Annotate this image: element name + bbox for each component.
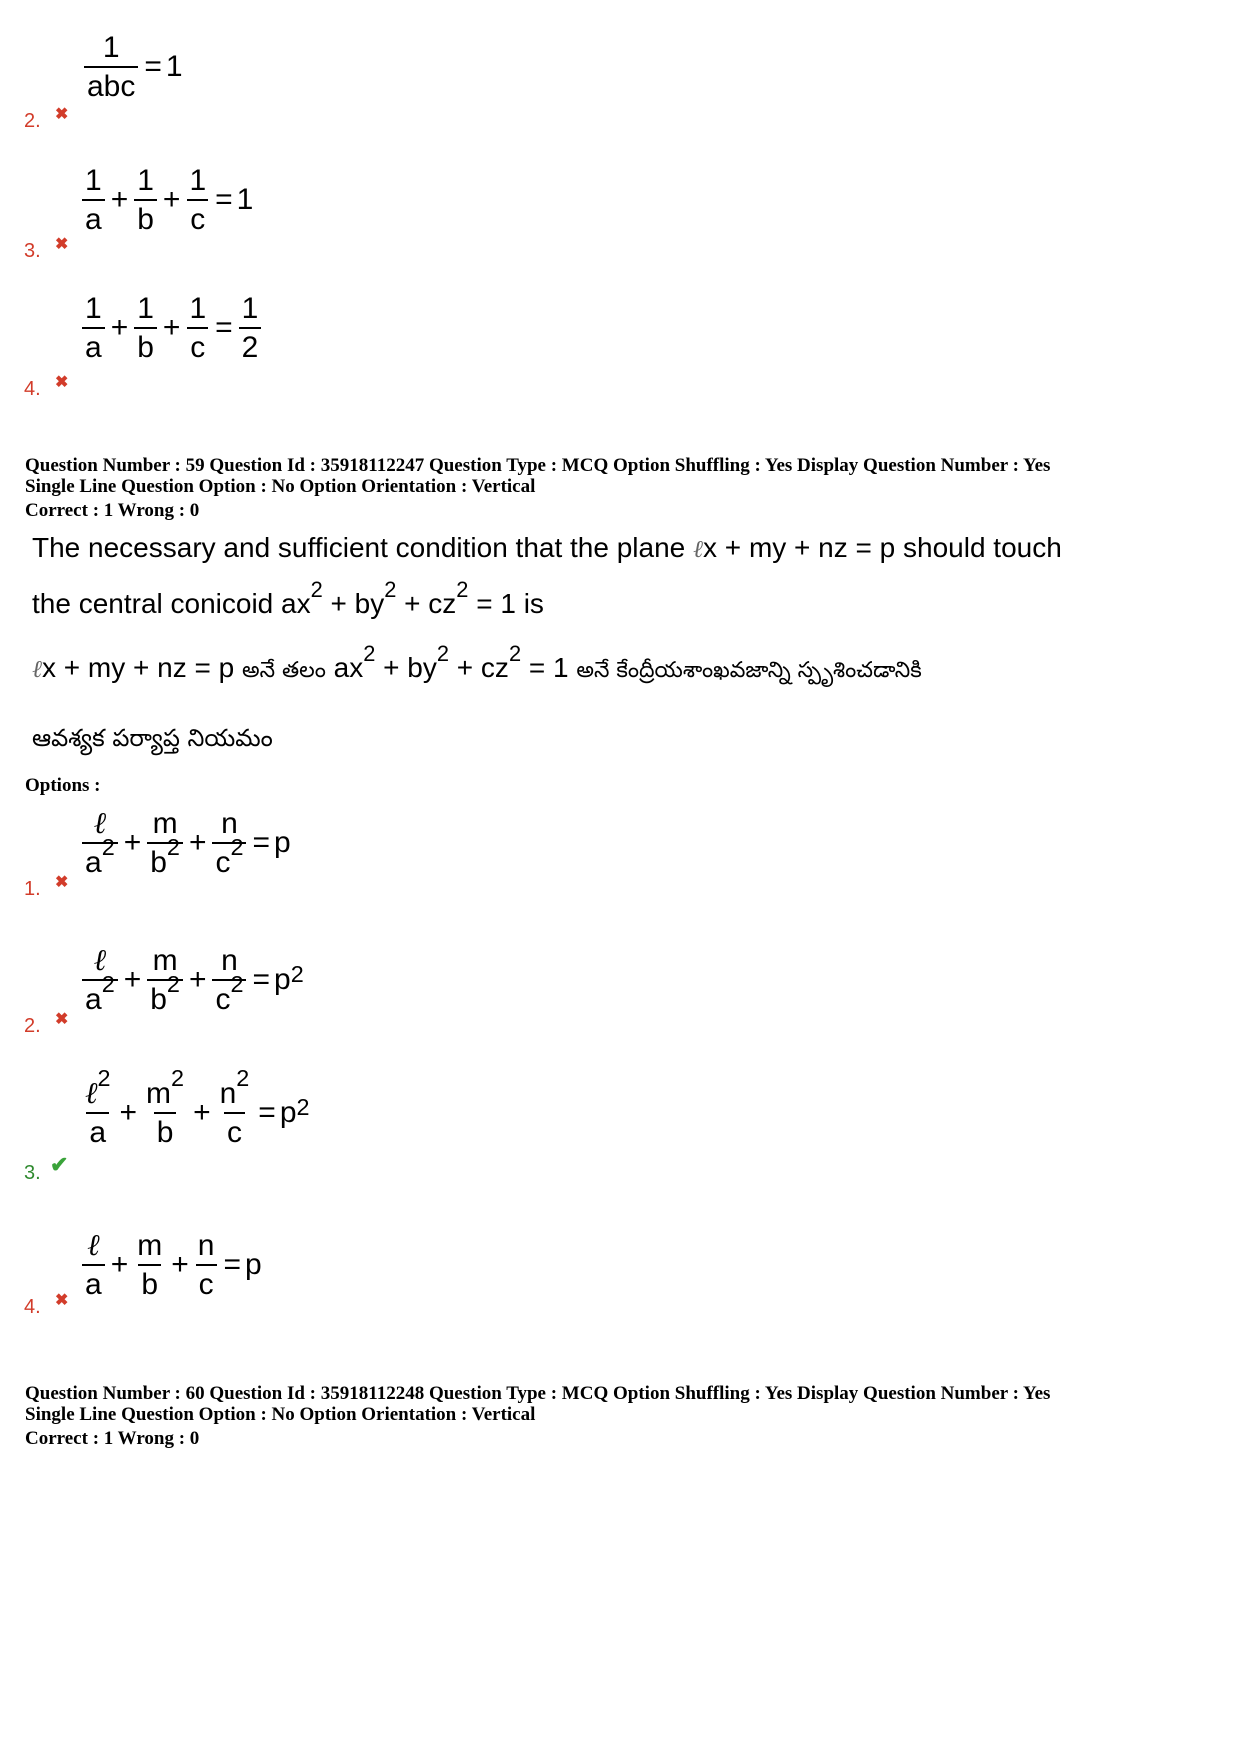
math-expression: $\frac{\text{ℓ}}{a}$ + $\frac{m}{b}$ + $\frac{n}{c}$ = p: [80, 1230, 262, 1300]
option-number: 3.: [24, 1162, 41, 1184]
math-expression: $\frac{1}{a}$ + $\frac{1}{b}$ + $\frac{1}{c}$ = 1: [80, 165, 253, 235]
question-text-en-line2: the central conicoid $ax^2 + by^2 + cz^2 = 1$ is: [32, 577, 544, 619]
option-number: 2.: [24, 110, 41, 132]
math-expression: $\frac{\ell^2}{a}$ + $\frac{m^2}{b}$ + $\frac{n^2}{c}$ = p $^2$: [85, 1065, 310, 1149]
check-icon: ✔: [50, 1152, 69, 1177]
cross-icon: ✖: [55, 236, 69, 253]
option-number: 4.: [24, 1296, 41, 1318]
cross-icon: ✖: [55, 874, 69, 891]
option-number: 4.: [24, 378, 41, 400]
math-expression: $\frac{1}{a}$ + $\frac{1}{b}$ + $\frac{1}{c}$ = $\frac{1}{2}$: [80, 293, 263, 363]
question-marks: Correct : 1 Wrong : 0: [25, 500, 200, 521]
option-number: 1.: [24, 878, 41, 900]
question-text-en-line1: The necessary and sufficient condition that the plane ℓx + my + nz = p should touch: [32, 532, 1062, 563]
cross-icon: ✖: [55, 106, 69, 123]
cross-icon: ✖: [55, 1292, 69, 1309]
cross-icon: ✖: [55, 1011, 69, 1028]
question-text-te-line1: ℓx + my + nz = p అనే తలం $ax^2 + by^2 + cz^2 = 1$ అనే కేంద్రీయశాంఖవజాన్ని స్పృశించడానికి: [32, 641, 922, 683]
options-label: Options :: [25, 775, 101, 796]
question-meta: Question Number : 60 Question Id : 35918112248 Question Type : MCQ Option Shuffling : Yes Display Question Number : Yes Single Line Question Option : No Option Orientation : Vertical: [25, 1383, 1051, 1425]
question-meta: Question Number : 59 Question Id : 35918112247 Question Type : MCQ Option Shuffling : Yes Display Question Number : Yes Single Line Question Option : No Option Orientation : Vertical: [25, 455, 1051, 497]
option-number: 2.: [24, 1015, 41, 1037]
math-expression: $\frac{\text{ℓ}}{a^2}$ + $\frac{m}{b^2}$ + $\frac{n}{c^2}$ = p $^2$: [80, 945, 304, 1015]
math-expression: $\frac{1}{\text{abc}}$ = 1: [82, 32, 183, 102]
question-text-te-line2: ఆవశ్యక పర్యాప్త నియమం: [32, 724, 273, 752]
cross-icon: ✖: [55, 374, 69, 391]
math-expression: $\frac{\text{ℓ}}{a^2}$ + $\frac{m}{b^2}$ + $\frac{n}{c^2}$ = p: [80, 808, 291, 878]
option-number: 3.: [24, 240, 41, 262]
question-marks: Correct : 1 Wrong : 0: [25, 1428, 200, 1449]
